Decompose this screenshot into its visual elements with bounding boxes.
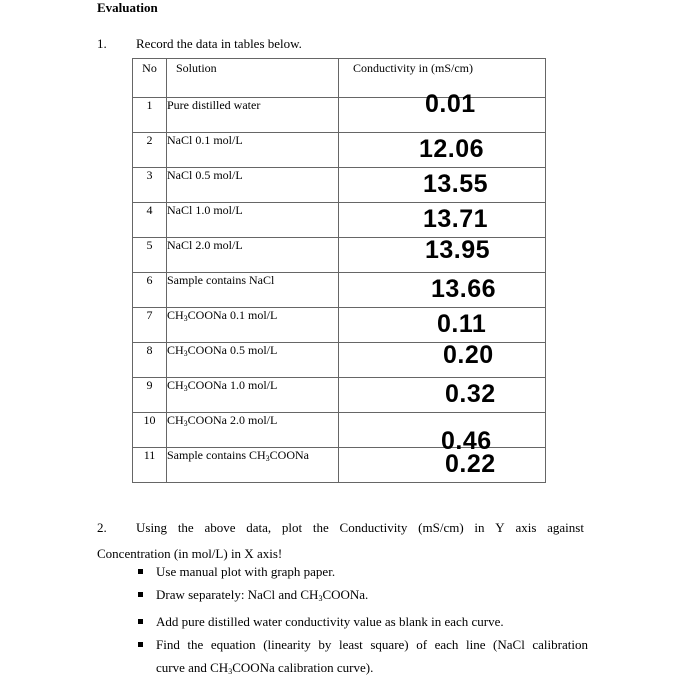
conductivity-cell [339, 308, 546, 343]
conductivity-value: 0.20 [443, 341, 494, 369]
word: each [434, 637, 459, 652]
bullet-text: Draw separately: NaCl and CH [156, 587, 319, 602]
solution-name: COONa 1.0 mol/L [187, 378, 278, 392]
question-2-number: 2. [97, 520, 107, 535]
solution-name: COONa 0.5 mol/L [187, 343, 278, 357]
row-number: 3 [133, 168, 167, 203]
bullet-line-1 [156, 633, 588, 656]
question-1-text: Record the data in tables below. [136, 36, 302, 51]
word: plot [281, 520, 303, 535]
conductivity-value: 0.11 [437, 310, 487, 338]
list-item [138, 610, 588, 633]
header-no: No [133, 59, 167, 98]
word: against [547, 520, 584, 535]
header-conductivity: Conductivity in (mS/cm) [339, 59, 546, 98]
solution-cell [167, 448, 339, 483]
subscript: 3 [183, 349, 188, 358]
subscript: 3 [183, 419, 188, 428]
word: (linearity [263, 637, 311, 652]
conductivity-cell [339, 133, 546, 168]
word: in [474, 520, 485, 535]
conductivity-value: 0.01 [425, 90, 476, 118]
solution-cell [167, 98, 339, 133]
header-solution: Solution [167, 59, 339, 98]
conductivity-value: 0.46 [441, 427, 492, 455]
solution-name: COONa 2.0 mol/L [187, 413, 278, 427]
conductivity-value: 13.55 [423, 170, 489, 198]
solution-name: CH [167, 413, 184, 427]
solution-cell [167, 238, 339, 273]
word: equation [210, 637, 256, 652]
table-row [133, 168, 546, 203]
solution-cell [167, 168, 339, 203]
row-number: 1 [133, 98, 167, 133]
solution-name: COONa 0.1 mol/L [187, 308, 278, 322]
word: (NaCl [493, 637, 525, 652]
word: the [312, 520, 329, 535]
solution-name: NaCl 1.0 mol/L [167, 203, 243, 217]
subscript: 3 [265, 454, 270, 463]
word: the [187, 637, 204, 652]
word: of [416, 637, 428, 652]
solution-cell [167, 203, 339, 238]
conductivity-value: 0.22 [445, 450, 496, 478]
row-number: 7 [133, 308, 167, 343]
row-number: 2 [133, 133, 167, 168]
row-number: 11 [133, 448, 167, 483]
word: data, [246, 520, 272, 535]
table-row [133, 308, 546, 343]
bullet-text: curve and CH [156, 660, 229, 675]
row-number: 6 [133, 273, 167, 308]
subscript: 3 [183, 314, 188, 323]
solution-name: NaCl 2.0 mol/L [167, 238, 243, 252]
word: (mS/cm) [418, 520, 464, 535]
table-row [133, 133, 546, 168]
solution-name: Sample contains CH [167, 448, 266, 462]
list-item [138, 583, 588, 610]
conductivity-value: 13.66 [431, 275, 497, 303]
question-2-line-1 [136, 520, 584, 536]
table-row [133, 448, 546, 483]
conductivity-cell [339, 168, 546, 203]
subscript: 3 [228, 667, 233, 676]
conductivity-value: 0.32 [445, 380, 496, 408]
table-row [133, 98, 546, 133]
solution-name: CH [167, 308, 184, 322]
word: by [318, 637, 332, 652]
row-number: 8 [133, 343, 167, 378]
word: axis [515, 520, 537, 535]
conductivity-cell [339, 203, 546, 238]
bullet-text: Use manual plot with graph paper. [156, 564, 336, 579]
word: Find [156, 637, 180, 652]
solution-name: NaCl 0.1 mol/L [167, 133, 243, 147]
subscript: 3 [318, 594, 323, 603]
solution-cell [167, 308, 339, 343]
table-row [133, 413, 546, 448]
conductivity-cell [339, 343, 546, 378]
word: Y [495, 520, 505, 535]
conductivity-value: 13.95 [425, 236, 491, 264]
solution-name: NaCl 0.5 mol/L [167, 168, 243, 182]
word: Using [136, 520, 168, 535]
solution-name: Sample contains NaCl [167, 273, 275, 287]
solution-cell [167, 343, 339, 378]
conductivity-value: 12.06 [419, 135, 485, 163]
word: the [177, 520, 194, 535]
subscript: 3 [183, 384, 188, 393]
table-row [133, 273, 546, 308]
row-number: 5 [133, 238, 167, 273]
word: square) [370, 637, 409, 652]
word: least [338, 637, 363, 652]
solution-cell [167, 378, 339, 413]
bullet-text: Add pure distilled water conductivity value as blank in each curve. [156, 614, 504, 629]
conductivity-cell [339, 413, 546, 455]
list-item [138, 633, 588, 683]
solution-name: CH [167, 343, 184, 357]
table-row [133, 343, 546, 378]
word: calibration [532, 637, 588, 652]
word: Conductivity [339, 520, 408, 535]
conductivity-value: 13.71 [423, 205, 489, 233]
solution-cell [167, 413, 339, 448]
instruction-list [138, 560, 588, 683]
row-number: 10 [133, 413, 167, 448]
word: above [204, 520, 236, 535]
conductivity-table [132, 58, 546, 483]
row-number: 4 [133, 203, 167, 238]
table-header-row [133, 59, 546, 98]
question-2-line-2: Concentration (in mol/L) in X axis! [97, 546, 283, 561]
solution-name: COONa [269, 448, 309, 462]
table-row [133, 378, 546, 413]
question-1-number: 1. [97, 36, 107, 51]
solution-cell [167, 273, 339, 308]
row-number: 9 [133, 378, 167, 413]
bullet-text: COONa. [322, 587, 369, 602]
solution-cell [167, 133, 339, 168]
conductivity-cell [339, 273, 546, 308]
solution-name: CH [167, 378, 184, 392]
word: line [465, 637, 486, 652]
conductivity-cell [339, 448, 546, 483]
table-row [133, 203, 546, 238]
conductivity-cell [339, 238, 546, 273]
table-row [133, 238, 546, 273]
conductivity-cell [339, 378, 546, 413]
bullet-text: COONa calibration curve). [232, 660, 374, 675]
list-item [138, 560, 588, 583]
solution-name: Pure distilled water [167, 98, 261, 112]
conductivity-cell [339, 90, 546, 133]
page-heading: Evaluation [97, 0, 158, 15]
